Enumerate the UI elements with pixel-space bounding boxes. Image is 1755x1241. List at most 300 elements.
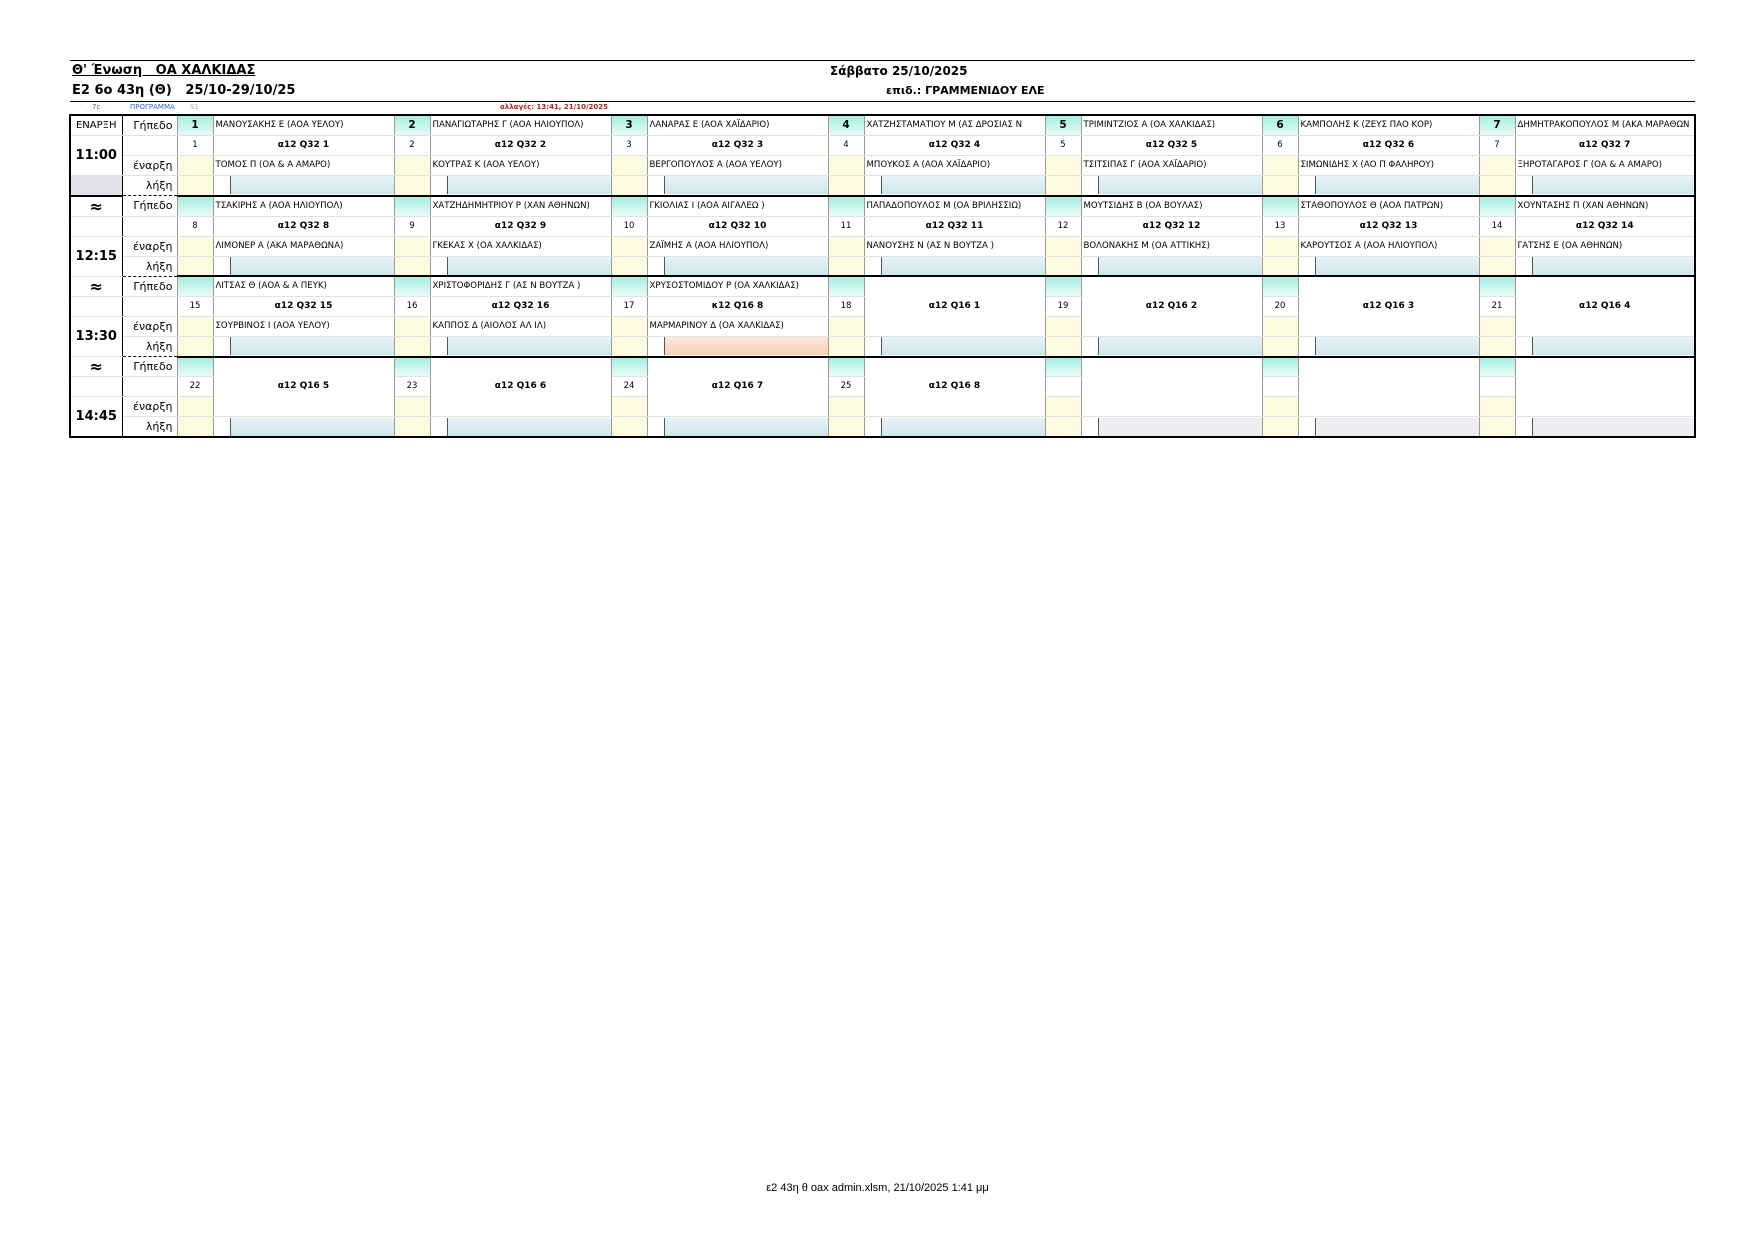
match-code	[1298, 357, 1479, 417]
begin-label: έναρξη	[122, 156, 177, 176]
end-bar-tick	[1299, 418, 1316, 436]
end-time-cell	[1262, 256, 1298, 276]
match-code: α12 Q32 10	[647, 216, 828, 236]
end-bar-fill	[1316, 257, 1479, 275]
end-bar-tick	[1299, 257, 1316, 275]
match-number: 17	[611, 297, 647, 317]
end-time-bar	[213, 256, 394, 276]
match-code: α12 Q32 3	[647, 136, 828, 156]
end-bar	[1516, 418, 1695, 436]
match-code: α12 Q16 1	[864, 276, 1045, 337]
court-marker	[1045, 196, 1081, 217]
start-time-cell	[394, 397, 430, 417]
player-top: ΠΑΝΑΓΙΩΤΑΡΗΣ Γ (ΑΟΑ ΗΛΙΟΥΠΟΛ)	[430, 115, 611, 136]
end-time-bar	[1515, 176, 1695, 196]
union-title: Θ' Ένωση ΟΑ ΧΑΛΚΙΔΑΣ	[72, 63, 256, 78]
end-bar-tick	[1082, 418, 1099, 436]
schedule-date: Σάββατο 25/10/2025	[830, 64, 968, 78]
match-number: 22	[177, 377, 213, 397]
end-bar	[1299, 418, 1479, 436]
match-code: α12 Q16 2	[1081, 276, 1262, 337]
time-spacer	[70, 216, 122, 236]
match-number: 9	[394, 216, 430, 236]
end-time-cell	[1262, 417, 1298, 438]
match-code: α12 Q32 4	[864, 136, 1045, 156]
match-code: α12 Q16 5	[213, 357, 394, 417]
end-time-cell	[1479, 256, 1515, 276]
player-bottom: ΚΑΠΠΟΣ Δ (ΑΙΟΛΟΣ ΑΛ ΙΛ)	[430, 317, 611, 337]
end-bar-fill	[1533, 418, 1695, 436]
player-bottom: ΒΟΛΟΝΑΚΗΣ Μ (ΟΑ ΑΤΤΙΚΗΣ)	[1081, 236, 1262, 256]
match-number: 4	[828, 136, 864, 156]
court-number: 3	[611, 115, 647, 136]
label-spacer	[122, 216, 177, 236]
approx-symbol: ≈	[70, 196, 122, 217]
match-code: α12 Q16 3	[1298, 276, 1479, 337]
end-bar-fill	[665, 257, 828, 275]
end-bar	[1516, 257, 1695, 275]
end-time-bar	[1515, 256, 1695, 276]
end-bar-fill	[231, 176, 394, 194]
end-bar-tick	[648, 418, 665, 436]
end-time-bar	[430, 176, 611, 196]
schedule-row	[70, 176, 1695, 196]
schedule-row	[70, 115, 1695, 136]
start-time-cell	[1479, 156, 1515, 176]
label-spacer	[122, 377, 177, 397]
match-code: α12 Q32 16	[430, 297, 611, 317]
match-code: α12 Q32 8	[213, 216, 394, 236]
start-time-cell	[177, 156, 213, 176]
player-top: ΔΗΜΗΤΡΑΚΟΠΟΥΛΟΣ Μ (ΑΚΑ ΜΑΡΑΘΩΝ	[1515, 115, 1695, 136]
end-bar	[431, 418, 611, 436]
start-time-cell	[828, 317, 864, 337]
end-bar	[865, 418, 1045, 436]
time-slot: 13:30	[70, 317, 122, 357]
end-time-bar	[1298, 417, 1479, 438]
schedule-row	[70, 337, 1695, 357]
match-number: 5	[1045, 136, 1081, 156]
end-bar-fill	[1533, 257, 1695, 275]
start-time-cell	[611, 317, 647, 337]
end-bar	[1082, 418, 1262, 436]
match-number: 7	[1479, 136, 1515, 156]
court-marker	[828, 276, 864, 297]
player-bottom: ΒΕΡΓΟΠΟΥΛΟΣ Α (ΑΟΑ ΥΕΛΟΥ)	[647, 156, 828, 176]
end-bar	[1082, 257, 1262, 275]
player-top: ΜΑΝΟΥΣΑΚΗΣ Ε (ΑΟΑ ΥΕΛΟΥ)	[213, 115, 394, 136]
start-time-cell	[828, 236, 864, 256]
end-time-cell	[1479, 176, 1515, 196]
end-time-bar	[1515, 417, 1695, 438]
end-bar	[1516, 337, 1695, 355]
end-bar-tick	[648, 176, 665, 194]
start-time-cell	[1045, 317, 1081, 337]
match-number: 16	[394, 297, 430, 317]
player-top: ΧΟΥΝΤΑΣΗΣ Π (ΧΑΝ ΑΘΗΝΩΝ)	[1515, 196, 1695, 217]
end-bar	[865, 257, 1045, 275]
end-bar-tick	[214, 337, 231, 355]
start-time-cell	[1262, 236, 1298, 256]
match-code: α12 Q16 6	[430, 357, 611, 417]
court-marker	[828, 357, 864, 377]
header-top-rule	[70, 60, 1695, 61]
player-top: ΧΑΤΖΗΣΤΑΜΑΤΙΟΥ Μ (ΑΣ ΔΡΟΣΙΑΣ Ν	[864, 115, 1045, 136]
time-slot: 11:00	[70, 136, 122, 176]
end-time-cell	[828, 337, 864, 357]
player-top: ΚΑΜΠΟΛΗΣ Κ (ΖΕΥΣ ΠΑΟ ΚΟΡ)	[1298, 115, 1479, 136]
court-marker	[611, 276, 647, 297]
end-bar-tick	[1516, 257, 1533, 275]
end-time-cell	[1045, 417, 1081, 438]
end-bar-fill	[665, 418, 828, 436]
court-number: 1	[177, 115, 213, 136]
start-time-cell	[611, 397, 647, 417]
start-time-cell	[394, 236, 430, 256]
end-time-cell	[1045, 256, 1081, 276]
court-number: 5	[1045, 115, 1081, 136]
court-marker	[1045, 276, 1081, 297]
changes-timestamp: αλλαγές: 13:41, 21/10/2025	[500, 103, 608, 111]
match-number: 2	[394, 136, 430, 156]
end-bar-fill	[1533, 337, 1695, 355]
court-marker	[394, 357, 430, 377]
player-bottom: ΓΚΕΚΑΣ Χ (ΟΑ ΧΑΛΚΙΔΑΣ)	[430, 236, 611, 256]
end-time-bar	[647, 337, 828, 357]
end-bar-fill	[882, 176, 1045, 194]
match-number: 18	[828, 297, 864, 317]
order-of-play-table	[69, 114, 1696, 438]
start-time-cell	[1262, 317, 1298, 337]
approx-symbol: ≈	[70, 357, 122, 377]
end-time-cell	[394, 417, 430, 438]
match-number	[1262, 377, 1298, 397]
end-time-cell	[611, 337, 647, 357]
end-time-cell	[1479, 417, 1515, 438]
end-bar-tick	[1082, 337, 1099, 355]
start-time-cell	[828, 156, 864, 176]
match-number: 13	[1262, 216, 1298, 236]
time-slot: 14:45	[70, 397, 122, 438]
court-marker	[1479, 357, 1515, 377]
end-time-bar	[213, 337, 394, 357]
end-bar-tick	[214, 176, 231, 194]
player-top: ΤΣΑΚΙΡΗΣ Α (ΑΟΑ ΗΛΙΟΥΠΟΛ)	[213, 196, 394, 217]
file-footer: ε2 43η θ oax admin.xlsm, 21/10/2025 1:41 μμ	[766, 1182, 989, 1194]
time-spacer	[70, 176, 122, 196]
player-bottom: ΚΟΥΤΡΑΣ Κ (ΑΟΑ ΥΕΛΟΥ)	[430, 156, 611, 176]
player-top: ΛΑΝΑΡΑΣ Ε (ΑΟΑ ΧΑΪΔΑΡΙΟ)	[647, 115, 828, 136]
match-number: 23	[394, 377, 430, 397]
end-time-bar	[864, 417, 1045, 438]
end-bar-tick	[865, 418, 882, 436]
header-bottom-rule	[70, 101, 1695, 102]
court-label: Γήπεδο	[122, 276, 177, 297]
match-number: 20	[1262, 297, 1298, 317]
end-bar	[1082, 176, 1262, 194]
end-time-cell	[394, 256, 430, 276]
match-code: α12 Q32 9	[430, 216, 611, 236]
end-time-cell	[828, 417, 864, 438]
end-time-bar	[430, 417, 611, 438]
player-bottom: ΣΙΜΩΝΙΔΗΣ Χ (ΑΟ Π ΦΑΛΗΡΟΥ)	[1298, 156, 1479, 176]
end-bar-tick	[214, 418, 231, 436]
end-time-cell	[177, 337, 213, 357]
match-code: α12 Q32 12	[1081, 216, 1262, 236]
match-number: 19	[1045, 297, 1081, 317]
end-time-cell	[1479, 337, 1515, 357]
court-marker	[1045, 357, 1081, 377]
end-bar-tick	[431, 418, 448, 436]
end-bar-tick	[648, 337, 665, 355]
end-bar-fill	[231, 257, 394, 275]
player-bottom: ΖΑΪΜΗΣ Α (ΑΟΑ ΗΛΙΟΥΠΟΛ)	[647, 236, 828, 256]
start-time-cell	[1262, 397, 1298, 417]
end-bar-fill	[231, 418, 394, 436]
start-time-cell	[1479, 317, 1515, 337]
match-code: α12 Q16 4	[1515, 276, 1695, 337]
end-time-cell	[828, 256, 864, 276]
court-label: Γήπεδο	[122, 196, 177, 217]
end-time-bar	[1081, 417, 1262, 438]
start-time-cell	[611, 156, 647, 176]
schedule-row	[70, 136, 1695, 156]
end-bar-fill	[1099, 257, 1262, 275]
court-marker	[1479, 276, 1515, 297]
end-bar-fill	[1099, 176, 1262, 194]
end-bar	[648, 176, 828, 194]
start-time-cell	[611, 236, 647, 256]
end-bar-tick	[1082, 176, 1099, 194]
player-top: ΧΡΥΣΟΣΤΟΜΙΔΟΥ Ρ (ΟΑ ΧΑΛΚΙΔΑΣ)	[647, 276, 828, 297]
end-bar	[1299, 176, 1479, 194]
start-time-cell	[1262, 156, 1298, 176]
end-time-bar	[864, 176, 1045, 196]
end-time-bar	[213, 176, 394, 196]
player-bottom: ΜΠΟΥΚΟΣ Α (ΑΟΑ ΧΑΪΔΑΡΙΟ)	[864, 156, 1045, 176]
end-bar-tick	[1299, 337, 1316, 355]
match-code	[1515, 357, 1695, 417]
player-bottom: ΓΑΤΣΗΣ Ε (ΟΑ ΑΘΗΝΩΝ)	[1515, 236, 1695, 256]
begin-label: έναρξη	[122, 236, 177, 256]
event-title: Ε2 6ο 43η (Θ) 25/10-29/10/25	[72, 83, 296, 98]
end-time-bar	[1298, 176, 1479, 196]
end-bar	[431, 337, 611, 355]
small-code: 7c	[92, 103, 101, 111]
player-top: ΛΙΤΣΑΣ Θ (ΑΟΑ & Α ΠΕΥΚ)	[213, 276, 394, 297]
court-marker	[177, 357, 213, 377]
start-time-cell	[177, 236, 213, 256]
court-marker	[828, 196, 864, 217]
end-bar-tick	[865, 176, 882, 194]
end-time-bar	[647, 256, 828, 276]
end-time-cell	[611, 176, 647, 196]
end-time-bar	[213, 417, 394, 438]
court-marker	[611, 196, 647, 217]
match-number: 15	[177, 297, 213, 317]
end-bar-fill	[882, 337, 1045, 355]
player-top: ΣΤΑΘΟΠΟΥΛΟΣ Θ (ΑΟΑ ΠΑΤΡΩΝ)	[1298, 196, 1479, 217]
schedule-row	[70, 276, 1695, 297]
match-code: α12 Q16 7	[647, 357, 828, 417]
start-time-cell	[1045, 236, 1081, 256]
player-top: ΜΟΥΤΣΙΔΗΣ Β (ΟΑ ΒΟΥΛΑΣ)	[1081, 196, 1262, 217]
end-bar-fill	[448, 257, 611, 275]
end-bar-fill	[665, 337, 828, 355]
match-code: α12 Q32 6	[1298, 136, 1479, 156]
end-time-cell	[177, 176, 213, 196]
match-code: κ12 Q16 8	[647, 297, 828, 317]
end-bar-fill	[882, 257, 1045, 275]
end-label: λήξη	[122, 337, 177, 357]
end-bar-fill	[665, 176, 828, 194]
player-bottom: ΚΑΡΟΥΤΣΟΣ Α (ΑΟΑ ΗΛΙΟΥΠΟΛ)	[1298, 236, 1479, 256]
end-bar-tick	[648, 257, 665, 275]
end-bar-fill	[1099, 418, 1262, 436]
time-spacer	[70, 297, 122, 317]
player-bottom: ΤΟΜΟΣ Π (ΟΑ & Α ΑΜΑΡΟ)	[213, 156, 394, 176]
end-time-cell	[1045, 337, 1081, 357]
court-number: 6	[1262, 115, 1298, 136]
label-spacer	[122, 136, 177, 156]
start-time-cell	[1479, 397, 1515, 417]
end-time-cell	[1262, 337, 1298, 357]
end-bar	[648, 337, 828, 355]
end-time-cell	[611, 417, 647, 438]
court-marker	[1262, 196, 1298, 217]
sheet-label: S1	[190, 103, 199, 111]
schedule-row	[70, 417, 1695, 438]
referee-name: επιδ.: ΓΡΑΜΜΕΝΙΔΟΥ ΕΛΕ	[886, 84, 1045, 97]
end-bar-tick	[1516, 176, 1533, 194]
end-time-bar	[864, 337, 1045, 357]
end-label: λήξη	[122, 417, 177, 438]
end-time-bar	[430, 337, 611, 357]
start-label: ΕΝΑΡΞΗ	[70, 115, 122, 136]
match-number	[1479, 377, 1515, 397]
schedule-row	[70, 216, 1695, 236]
match-number: 11	[828, 216, 864, 236]
end-bar-tick	[1516, 337, 1533, 355]
time-spacer	[70, 377, 122, 397]
match-number: 8	[177, 216, 213, 236]
end-bar	[431, 257, 611, 275]
end-bar-tick	[214, 257, 231, 275]
end-time-bar	[1081, 337, 1262, 357]
match-code	[1081, 357, 1262, 417]
match-number: 3	[611, 136, 647, 156]
start-time-cell	[394, 156, 430, 176]
match-number: 10	[611, 216, 647, 236]
end-bar	[865, 176, 1045, 194]
player-top: ΤΡΙΜΙΝΤΖΙΟΣ Α (ΟΑ ΧΑΛΚΙΔΑΣ)	[1081, 115, 1262, 136]
match-number: 12	[1045, 216, 1081, 236]
program-label: ΠΡΟΓΡΑΜΜΑ	[130, 103, 175, 111]
match-code: α12 Q32 1	[213, 136, 394, 156]
player-bottom: ΞΗΡΟΤΑΓΑΡΟΣ Γ (ΟΑ & Α ΑΜΑΡΟ)	[1515, 156, 1695, 176]
match-number	[1045, 377, 1081, 397]
schedule-row	[70, 196, 1695, 217]
end-bar-fill	[448, 337, 611, 355]
court-label: Γήπεδο	[122, 357, 177, 377]
match-code: α12 Q32 7	[1515, 136, 1695, 156]
end-time-bar	[430, 256, 611, 276]
approx-symbol: ≈	[70, 276, 122, 297]
end-bar	[214, 176, 394, 194]
schedule-row	[70, 236, 1695, 256]
player-bottom: ΣΟΥΡΒΙΝΟΣ Ι (ΑΟΑ ΥΕΛΟΥ)	[213, 317, 394, 337]
player-top: ΓΚΙΟΛΙΑΣ Ι (ΑΟΑ ΑΙΓΑΛΕΩ )	[647, 196, 828, 217]
time-slot: 12:15	[70, 236, 122, 276]
player-bottom: ΛΙΜΟΝΕΡ Α (ΑΚΑ ΜΑΡΑΘΩΝΑ)	[213, 236, 394, 256]
end-bar	[648, 418, 828, 436]
match-number: 25	[828, 377, 864, 397]
end-time-bar	[1298, 256, 1479, 276]
end-bar-fill	[1316, 337, 1479, 355]
end-time-cell	[828, 176, 864, 196]
court-number: 2	[394, 115, 430, 136]
court-marker	[611, 357, 647, 377]
match-number: 1	[177, 136, 213, 156]
end-bar	[1082, 337, 1262, 355]
end-time-cell	[1262, 176, 1298, 196]
schedule-row	[70, 156, 1695, 176]
end-bar-tick	[431, 176, 448, 194]
end-bar-tick	[431, 337, 448, 355]
start-time-cell	[177, 317, 213, 337]
schedule-row	[70, 256, 1695, 276]
end-time-cell	[177, 256, 213, 276]
end-bar-tick	[1516, 418, 1533, 436]
label-spacer	[122, 297, 177, 317]
court-number: 4	[828, 115, 864, 136]
end-bar	[431, 176, 611, 194]
end-bar-fill	[1533, 176, 1695, 194]
end-bar	[865, 337, 1045, 355]
end-bar	[214, 337, 394, 355]
end-bar-tick	[1299, 176, 1316, 194]
end-bar	[214, 418, 394, 436]
start-time-cell	[1479, 236, 1515, 256]
match-code: α12 Q32 14	[1515, 216, 1695, 236]
player-bottom: ΜΑΡΜΑΡΙΝΟΥ Δ (ΟΑ ΧΑΛΚΙΔΑΣ)	[647, 317, 828, 337]
court-marker	[1262, 276, 1298, 297]
match-number: 14	[1479, 216, 1515, 236]
end-bar-tick	[1082, 257, 1099, 275]
player-bottom: ΤΣΙΤΣΙΠΑΣ Γ (ΑΟΑ ΧΑΪΔΑΡΙΟ)	[1081, 156, 1262, 176]
end-bar-fill	[448, 418, 611, 436]
match-code: α12 Q16 8	[864, 357, 1045, 417]
end-bar-fill	[882, 418, 1045, 436]
end-time-cell	[177, 417, 213, 438]
end-time-bar	[864, 256, 1045, 276]
start-time-cell	[1045, 397, 1081, 417]
match-code: α12 Q32 5	[1081, 136, 1262, 156]
end-label: λήξη	[122, 256, 177, 276]
end-bar-tick	[865, 257, 882, 275]
court-label: Γήπεδο	[122, 115, 177, 136]
end-time-bar	[1298, 337, 1479, 357]
schedule-row	[70, 357, 1695, 377]
end-bar-fill	[448, 176, 611, 194]
match-code: α12 Q32 11	[864, 216, 1045, 236]
end-time-cell	[394, 176, 430, 196]
start-time-cell	[828, 397, 864, 417]
end-time-bar	[1515, 337, 1695, 357]
end-label: λήξη	[122, 176, 177, 196]
match-number: 6	[1262, 136, 1298, 156]
court-marker	[177, 276, 213, 297]
